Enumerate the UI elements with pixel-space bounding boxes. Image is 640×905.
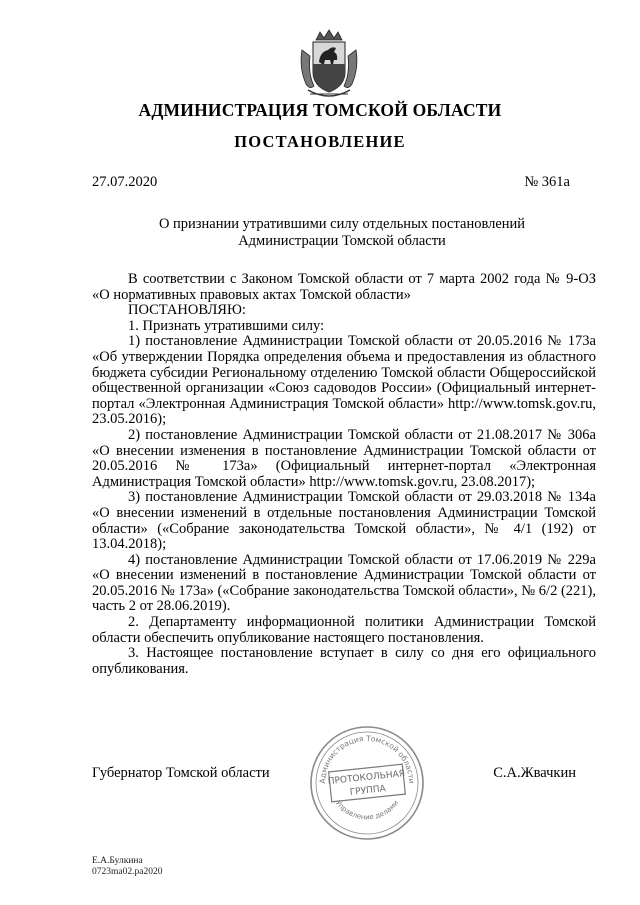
coat-of-arms-icon [298, 28, 360, 100]
stamp-ring-text: Администрация Томской области [317, 733, 417, 784]
decree-word: ПОСТАНОВЛЯЮ: [128, 302, 246, 319]
subitem-1: 1) постановление Администрации Томской области от 20.05.2016 № 173а «Об утверждении Порядка определения объема и предоставления из областного бюджета субсидии Региональному отделению Томской области Общероссийской общественной организации «Союз садоводов России» (Официальный интернет-портал «Электронная Администрация Томской области» http://www.tomsk.gov.ru, 23.05.2016); [92, 333, 596, 428]
subject-line-1: О признании утратившими силу отдельных постановлений [158, 216, 526, 232]
document-number: № 361а [524, 174, 570, 190]
document-body [92, 272, 596, 677]
item-2: 2. Департаменту информационной политики Администрации Томской области обеспечить опубликование настоящего постановления. [92, 614, 596, 646]
executor-name: Е.А.Булкина [92, 856, 143, 866]
protocol-group-stamp [308, 724, 426, 842]
svg-text:Управление делами [334, 799, 400, 821]
signatory-position: Губернатор Томской области [92, 765, 270, 781]
item-1: 1. Признать утратившими силу: [128, 317, 325, 334]
stamp-bottom-text: Управление делами [333, 798, 401, 822]
document-type: ПОСТАНОВЛЕНИЕ [234, 132, 406, 151]
stamp-center-line-2: ГРУППА [349, 784, 387, 798]
executor-footer [92, 856, 162, 878]
subitem-3: 3) постановление Администрации Томской области от 29.03.2018 № 134а «О внесении изменений в отдельные постановления Администрации Томской области» («Собрание законодательства Томской области», № 4/1 (192) от 13.04.2018); [92, 489, 596, 553]
document-code: 0723ma02.pa2020 [92, 867, 163, 877]
subject-line-2: Администрации Томской области [238, 233, 446, 249]
preamble-paragraph: В соответствии с Законом Томской области от 7 марта 2002 года № 9-ОЗ «О нормативных правовых актах Томской области» [92, 271, 596, 303]
stamp-center-line-1: ПРОТОКОЛЬНАЯ [327, 769, 406, 788]
document-date: 27.07.2020 [92, 174, 158, 190]
subitem-4: 4) постановление Администрации Томской области от 17.06.2019 № 229а «О внесении изменений в постановление Администрации Томской области от 20.05.2016 № 173а» («Собрание законодательства Томской области», № 6/2 (221), часть 2 от 28.06.2019). [92, 551, 596, 615]
subitem-2: 2) постановление Администрации Томской области от 21.08.2017 № 306а «О внесении изменения в постановление Администрации Томской области от 20.05.2016 № 173а» (Официальный интернет-портал «Электронная Администрация Томской области» http://www.tomsk.gov.ru, 23.08.2017); [92, 426, 596, 490]
signatory-name: С.А.Жвачкин [493, 765, 576, 781]
organization-title: АДМИНИСТРАЦИЯ ТОМСКОЙ ОБЛАСТИ [138, 100, 502, 120]
document-subject [92, 216, 592, 250]
item-3: 3. Настоящее постановление вступает в силу со дня его официального опубликования. [92, 645, 596, 677]
